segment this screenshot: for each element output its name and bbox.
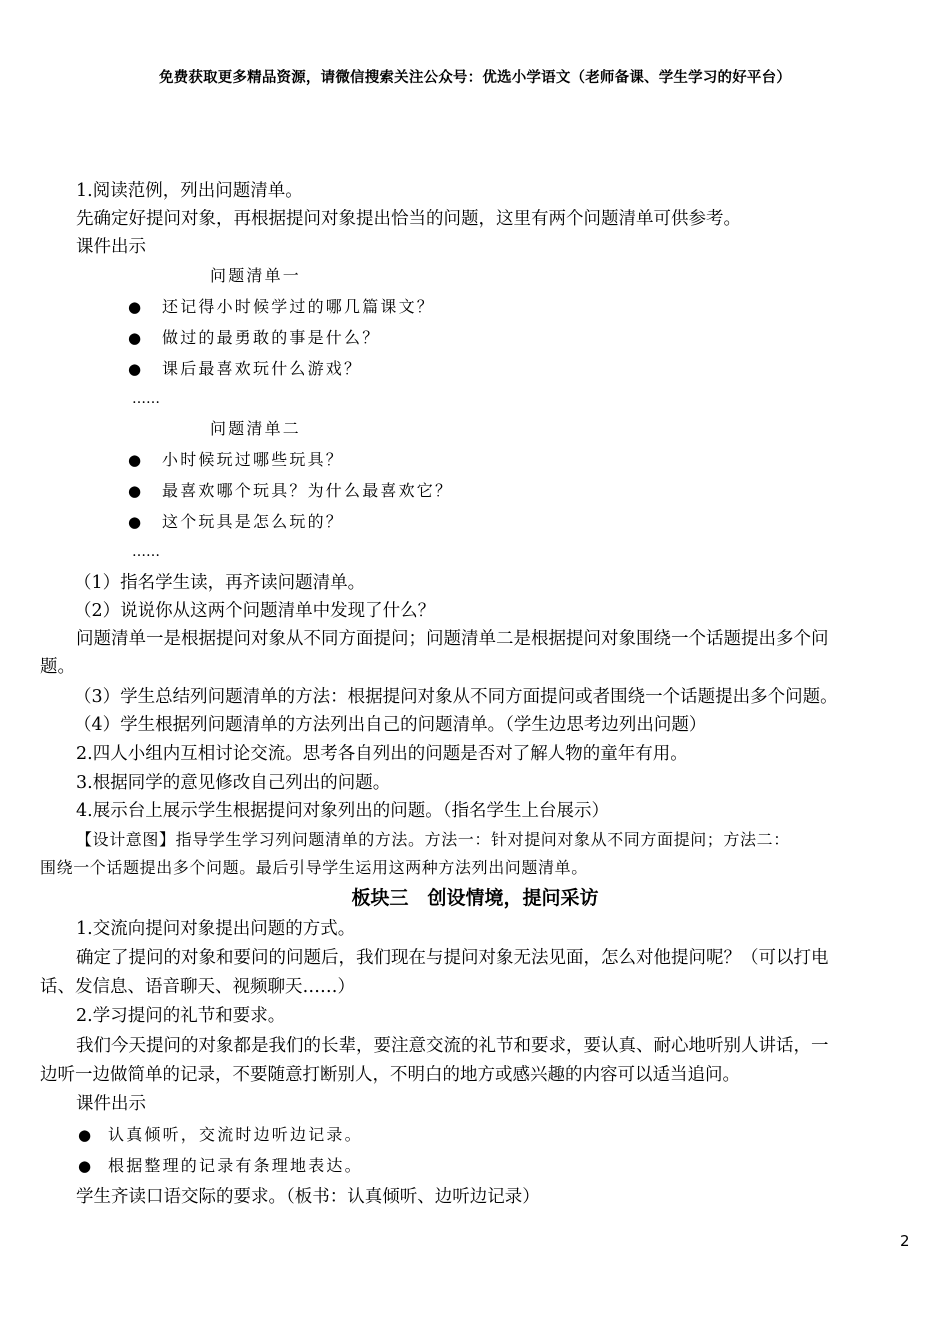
bullet-icon: ● xyxy=(128,482,142,500)
sub-step-1: （1）指名学生读，再齐读问题清单。 xyxy=(74,573,366,593)
bullet-icon: ● xyxy=(128,298,142,316)
step-2: 2.四人小组内互相讨论交流。思考各自列出的问题是否对了解人物的童年有用。 xyxy=(76,744,688,764)
list-ellipsis: …… xyxy=(132,544,160,560)
header-banner: 免费获取更多精品资源，请微信搜索关注公众号：优选小学语文（老师备课、学生学习的好平台） xyxy=(158,70,792,86)
list1-title: 问题清单一 xyxy=(210,266,302,285)
bullet-icon: ● xyxy=(128,360,142,378)
design-intent-line-2: 围绕一个话题提出多个问题。最后引导学生运用这两种方法列出问题清单。 xyxy=(40,858,588,877)
bullet-icon: ● xyxy=(128,451,142,469)
step-4: 4.展示台上展示学生根据提问对象列出的问题。（指名学生上台展示） xyxy=(76,801,609,821)
s3-paragraph-1-line-2: 话、发信息、语音聊天、视频聊天……） xyxy=(40,977,355,997)
s3-step-1: 1.交流向提问对象提出问题的方式。 xyxy=(76,919,356,939)
list-ellipsis: …… xyxy=(132,391,160,407)
courseware-label: 课件出示 xyxy=(76,237,146,257)
list-item: 这个玩具是怎么玩的？ xyxy=(162,512,345,531)
list-item: 做过的最勇敢的事是什么？ xyxy=(162,328,381,347)
list-item: 小时候玩过哪些玩具？ xyxy=(162,450,345,469)
sub-step-3: （3）学生总结列问题清单的方法：根据提问对象从不同方面提问或者围绕一个话题提出多个问题。 xyxy=(74,687,838,707)
step-1: 1.阅读范例，列出问题清单。 xyxy=(76,181,303,201)
answer-line-1: 问题清单一是根据提问对象从不同方面提问；问题清单二是根据提问对象围绕一个话题提出多个问 xyxy=(76,629,829,649)
s3-step-2: 2.学习提问的礼节和要求。 xyxy=(76,1006,286,1026)
answer-line-2: 题。 xyxy=(40,657,75,677)
bullet-icon: ● xyxy=(128,329,142,347)
intro-paragraph: 先确定好提问对象，再根据提问对象提出恰当的问题，这里有两个问题清单可供参考。 xyxy=(76,209,741,229)
list-item: 最喜欢哪个玩具？为什么最喜欢它？ xyxy=(162,481,454,500)
design-intent-line-1: 【设计意图】指导学生学习列问题清单的方法。方法一：针对提问对象从不同方面提问；方法二： xyxy=(76,830,790,849)
step-3: 3.根据同学的意见修改自己列出的问题。 xyxy=(76,773,391,793)
bullet-icon: ● xyxy=(78,1157,92,1175)
courseware-label-2: 课件出示 xyxy=(76,1094,146,1114)
list-item: 课后最喜欢玩什么游戏？ xyxy=(162,359,363,378)
page-number: 2 xyxy=(900,1232,910,1250)
bullet-icon: ● xyxy=(128,513,142,531)
section-3-heading: 板块三 创设情境，提问采访 xyxy=(351,887,599,909)
sub-step-2: （2）说说你从这两个问题清单中发现了什么？ xyxy=(74,601,436,621)
s3-paragraph-2-line-2: 边听一边做简单的记录，不要随意打断别人，不明白的地方或感兴趣的内容可以适当追问。 xyxy=(40,1065,740,1085)
list-item: 根据整理的记录有条理地表达。 xyxy=(108,1156,363,1175)
bullet-icon: ● xyxy=(78,1126,92,1144)
closing-line: 学生齐读口语交际的要求。（板书：认真倾听、边听边记录） xyxy=(76,1187,540,1207)
s3-paragraph-1-line-1: 确定了提问的对象和要问的问题后，我们现在与提问对象无法见面，怎么对他提问呢？（可以打电 xyxy=(76,948,829,968)
list-item: 认真倾听，交流时边听边记录。 xyxy=(108,1125,363,1144)
s3-paragraph-2-line-1: 我们今天提问的对象都是我们的长辈，要注意交流的礼节和要求，要认真、耐心地听别人讲话，一 xyxy=(76,1036,829,1056)
sub-step-4: （4）学生根据列问题清单的方法列出自己的问题清单。（学生边思考边列出问题） xyxy=(74,715,707,735)
list-item: 还记得小时候学过的哪几篇课文？ xyxy=(162,297,436,316)
list2-title: 问题清单二 xyxy=(210,419,302,438)
